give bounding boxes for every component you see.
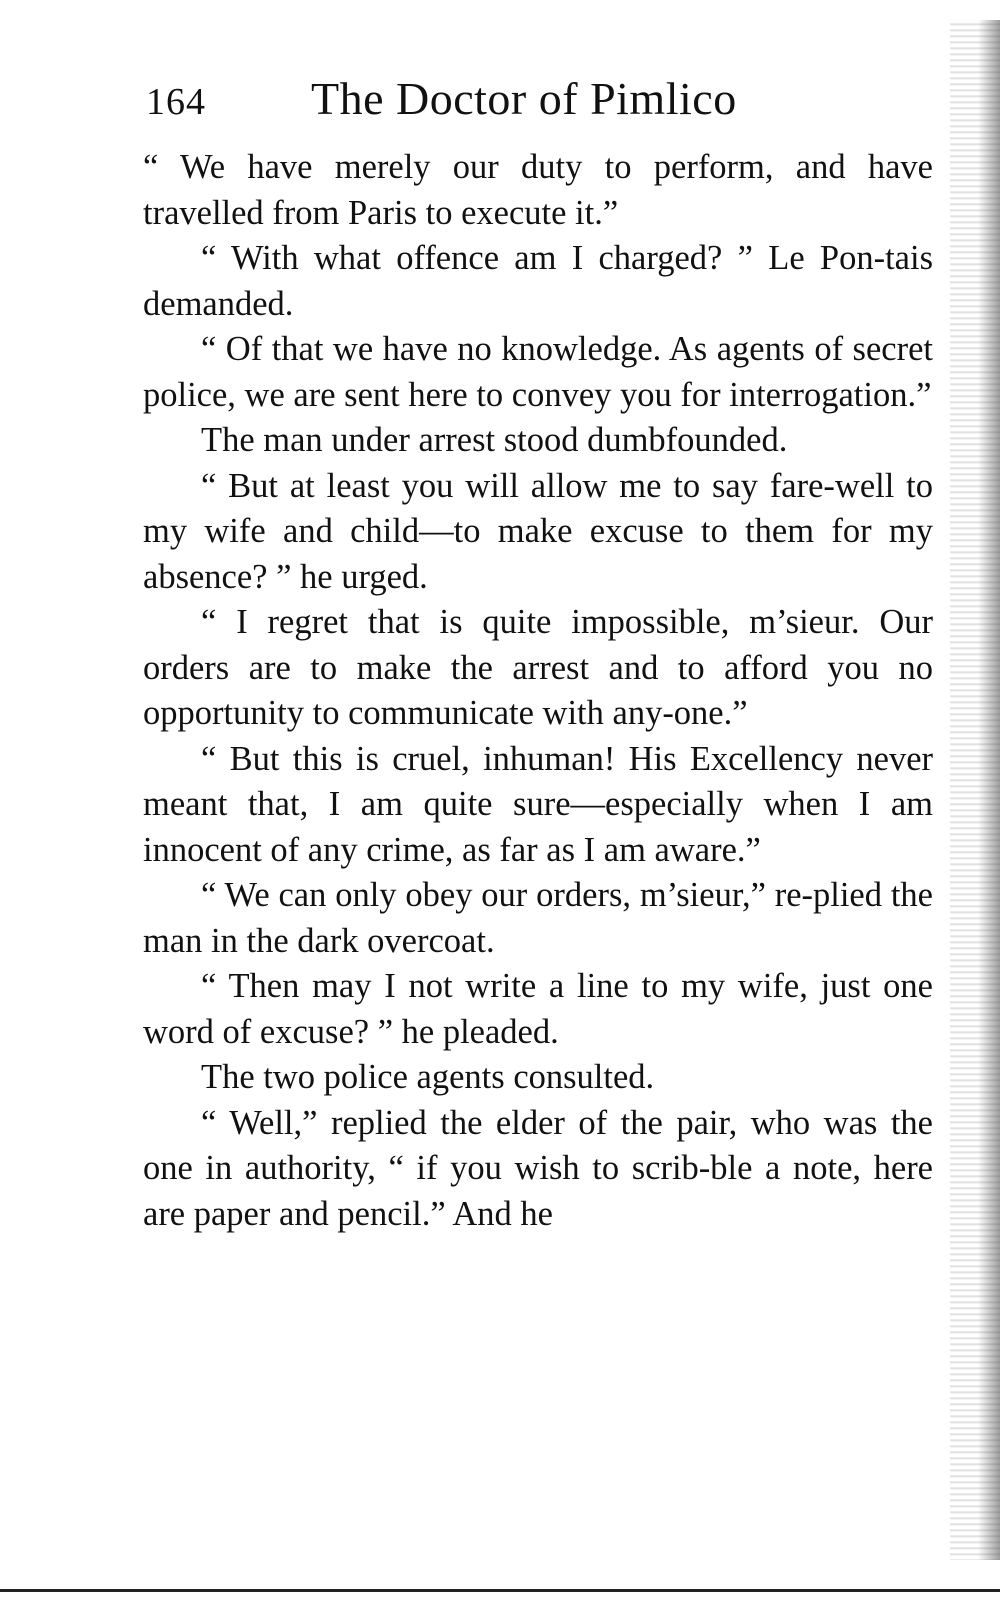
paragraph: “ I regret that is quite impossible, m’sieur. Our orders are to make the arrest and to afford you no opportunity to communicate with any-one.” <box>143 603 933 732</box>
paragraph: “ Of that we have no knowledge. As agents of secret police, we are sent here to convey you for interrogation.” <box>143 330 933 414</box>
bottom-border <box>0 1589 1000 1592</box>
paragraph: “ But at least you will allow me to say fare-well to my wife and child—to make excuse to them for my absence? ” he urged. <box>143 466 933 596</box>
paragraph: “ Then may I not write a line to my wife, just one word of excuse? ” he pleaded. <box>143 967 933 1051</box>
paragraph: “ With what offence am I charged? ” Le Pon-tais demanded. <box>143 239 933 323</box>
running-title: The Doctor of Pimlico <box>311 73 737 124</box>
paragraph: The two police agents consulted. <box>201 1058 655 1096</box>
page-edge-shadow <box>950 20 1000 1560</box>
page-header <box>146 72 936 132</box>
paragraph: The man under arrest stood dumbfounded. <box>201 421 788 459</box>
paragraph: “ Well,” replied the elder of the pair, who was the one in authority, “ if you wish to scrib-ble a note, here are paper and pencil.” And he <box>143 1103 933 1233</box>
paragraph: “ We have merely our duty to perform, and have travelled from Paris to execute it.” <box>143 148 933 232</box>
paragraph: “ But this is cruel, inhuman! His Excellency never meant that, I am quite sure—especially when I am innocent of any crime, as far as I am aware.” <box>143 739 933 869</box>
page-number: 164 <box>146 81 206 123</box>
paragraph: “ We can only obey our orders, m’sieur,” re-plied the man in the dark overcoat. <box>143 876 933 960</box>
page-body <box>143 145 933 1237</box>
